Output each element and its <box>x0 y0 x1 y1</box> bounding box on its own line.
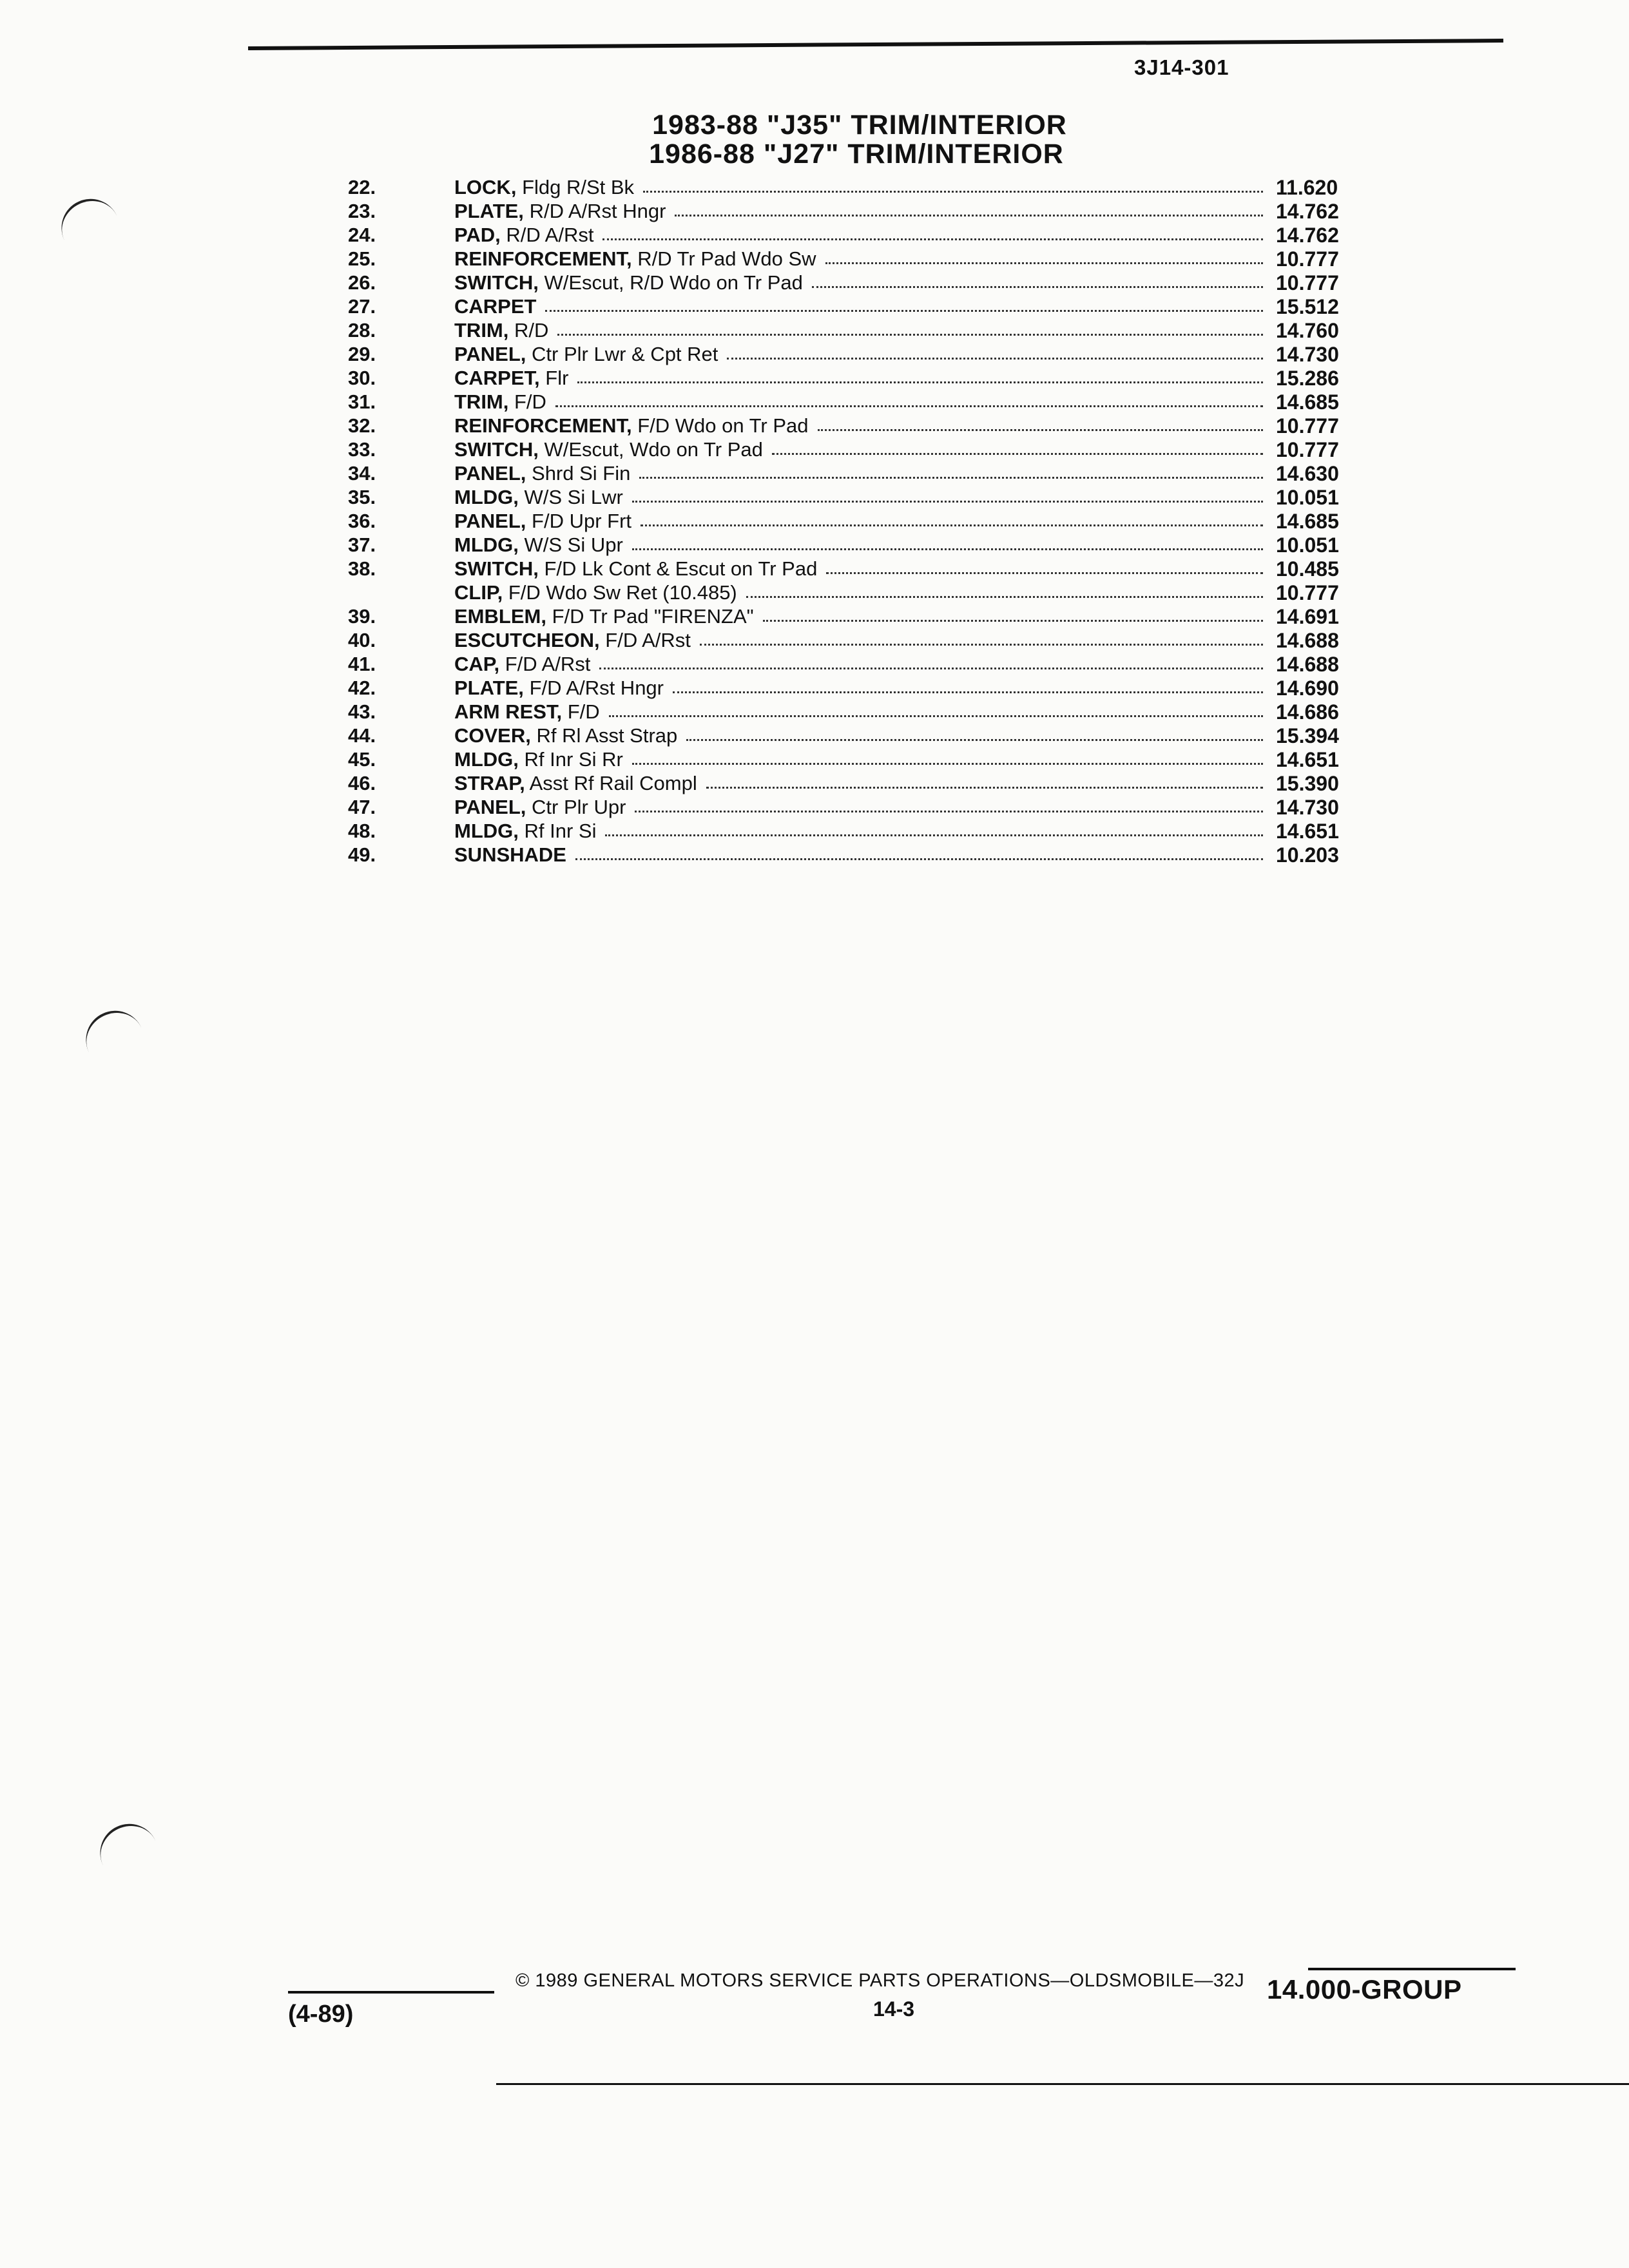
item-name: MLDG, <box>454 533 519 556</box>
item-name: TRIM, <box>454 319 509 341</box>
list-item <box>348 199 1353 224</box>
item-detail: R/D Tr Pad Wdo Sw <box>637 247 816 270</box>
group-code: 14.651 <box>1276 748 1339 771</box>
item-number: 42. <box>348 677 376 699</box>
item-description <box>454 843 566 867</box>
group-code: 14.685 <box>1276 390 1339 414</box>
item-description <box>454 676 664 700</box>
list-item <box>348 461 1353 486</box>
item-number: 28. <box>348 319 376 341</box>
list-item <box>348 819 1353 843</box>
item-description <box>454 771 697 796</box>
dot-leader <box>727 358 1263 360</box>
dot-leader <box>643 191 1263 193</box>
list-item <box>348 724 1353 748</box>
list-item <box>348 247 1353 271</box>
item-number: 31. <box>348 390 376 413</box>
dot-leader <box>673 691 1263 693</box>
group-code: 15.512 <box>1276 295 1339 318</box>
item-description <box>454 414 809 438</box>
item-detail: F/D A/Rst Hngr <box>529 677 664 699</box>
group-code: 10.485 <box>1276 557 1339 581</box>
dot-leader <box>763 620 1263 622</box>
group-code: 10.051 <box>1276 486 1339 509</box>
group-code: 10.777 <box>1276 438 1339 461</box>
footer-rule-left <box>288 1991 494 1994</box>
item-description <box>454 628 691 653</box>
top-rule <box>248 39 1503 50</box>
dot-leader <box>632 501 1263 503</box>
list-item <box>348 557 1353 581</box>
dot-leader <box>602 238 1263 240</box>
list-item <box>348 795 1353 820</box>
group-code: 14.630 <box>1276 462 1339 485</box>
item-description <box>454 461 630 486</box>
item-name: EMBLEM, <box>454 605 546 628</box>
item-number: 34. <box>348 462 376 485</box>
item-detail: Asst Rf Rail Compl <box>529 772 697 794</box>
item-name: COVER, <box>454 724 531 747</box>
item-detail: F/D <box>514 390 546 413</box>
item-number: 41. <box>348 653 376 675</box>
item-description <box>454 747 623 772</box>
item-name: PANEL, <box>454 796 526 818</box>
item-name: SWITCH, <box>454 438 539 461</box>
item-number: 26. <box>348 271 376 294</box>
dot-leader <box>599 668 1263 669</box>
item-detail: F/D Wdo Sw Ret (10.485) <box>508 581 737 604</box>
item-detail: F/D <box>567 700 600 723</box>
dot-leader <box>639 477 1263 479</box>
list-item <box>348 533 1353 557</box>
group-code: 14.691 <box>1276 605 1339 628</box>
item-detail: W/S Si Lwr <box>524 486 623 508</box>
dot-leader <box>577 381 1263 383</box>
group-code: 14.688 <box>1276 629 1339 652</box>
group-code: 10.777 <box>1276 414 1339 437</box>
item-detail: F/D A/Rst <box>605 629 691 651</box>
item-detail: Ctr Plr Lwr & Cpt Ret <box>532 343 718 365</box>
list-item <box>348 175 1353 200</box>
item-name: PANEL, <box>454 343 526 365</box>
item-name: PANEL, <box>454 510 526 532</box>
item-description <box>454 342 718 367</box>
date-code: (4-89) <box>288 2001 354 2028</box>
dot-leader <box>605 834 1263 836</box>
item-description <box>454 533 623 557</box>
item-detail: Rf Rl Asst Strap <box>536 724 678 747</box>
item-number: 30. <box>348 367 376 389</box>
list-item <box>348 485 1353 510</box>
item-description <box>454 795 626 820</box>
binder-hole-mark <box>91 1814 161 1876</box>
list-item <box>348 628 1353 653</box>
item-name: CARPET, <box>454 367 540 389</box>
list-item <box>348 414 1353 438</box>
group-code: 10.777 <box>1276 581 1339 604</box>
item-number: 44. <box>348 724 376 747</box>
dot-leader <box>555 405 1263 407</box>
dot-leader <box>746 596 1263 598</box>
item-number: 46. <box>348 772 376 794</box>
item-description <box>454 175 634 200</box>
dot-leader <box>545 310 1263 312</box>
item-name: PLATE, <box>454 200 524 222</box>
item-name: PAD, <box>454 224 501 246</box>
item-name: MLDG, <box>454 486 519 508</box>
group-code: 15.286 <box>1276 367 1339 390</box>
item-number: 32. <box>348 414 376 437</box>
item-description <box>454 294 536 319</box>
item-number: 35. <box>348 486 376 508</box>
item-name: MLDG, <box>454 820 519 842</box>
page-code: 3J14-301 <box>1134 55 1229 79</box>
item-name: MLDG, <box>454 748 519 771</box>
item-number: 39. <box>348 605 376 628</box>
item-detail: W/Escut, Wdo on Tr Pad <box>544 438 763 461</box>
group-code: 11.620 <box>1276 176 1338 199</box>
list-item <box>348 437 1353 462</box>
item-name: TRIM, <box>454 390 509 413</box>
item-description <box>454 390 546 414</box>
item-description <box>454 509 631 533</box>
list-item <box>348 318 1353 343</box>
item-name: SWITCH, <box>454 557 539 580</box>
item-name: PANEL, <box>454 462 526 485</box>
item-detail: F/D Upr Frt <box>532 510 632 532</box>
group-code: 14.688 <box>1276 653 1339 676</box>
group-code: 14.685 <box>1276 510 1339 533</box>
item-detail: R/D A/Rst Hngr <box>529 200 666 222</box>
dot-leader <box>635 811 1263 812</box>
dot-leader <box>826 572 1263 574</box>
item-description <box>454 247 816 271</box>
item-detail: F/D Tr Pad "FIRENZA" <box>552 605 754 628</box>
group-code: 14.686 <box>1276 700 1339 724</box>
group-code: 14.762 <box>1276 200 1339 223</box>
dot-leader <box>575 858 1263 860</box>
group-code: 15.390 <box>1276 772 1339 795</box>
item-detail: Rf Inr Si Rr <box>524 748 623 771</box>
item-number: 48. <box>348 820 376 842</box>
group-code: 10.051 <box>1276 533 1339 557</box>
item-description <box>454 318 548 343</box>
item-number: 25. <box>348 247 376 270</box>
list-item <box>348 294 1353 319</box>
item-name: PLATE, <box>454 677 524 699</box>
item-number: 47. <box>348 796 376 818</box>
item-number: 29. <box>348 343 376 365</box>
item-name: REINFORCEMENT, <box>454 247 632 270</box>
list-item <box>348 771 1353 796</box>
item-name: CARPET <box>454 295 537 318</box>
group-code: 14.690 <box>1276 677 1339 700</box>
list-item <box>348 342 1353 367</box>
item-detail: R/D A/Rst <box>506 224 594 246</box>
group-code: 14.760 <box>1276 319 1339 342</box>
group-code: 14.730 <box>1276 796 1339 819</box>
item-name: STRAP, <box>454 772 525 794</box>
dot-leader <box>700 644 1263 646</box>
item-description <box>454 700 600 724</box>
item-number: 23. <box>348 200 376 222</box>
dot-leader <box>557 334 1263 336</box>
list-item <box>348 366 1353 390</box>
group-code: 14.651 <box>1276 820 1339 843</box>
copyright-line: © 1989 GENERAL MOTORS SERVICE PARTS OPERATIONS—OLDSMOBILE—32J <box>516 1970 1245 1991</box>
title-line-1: 1983-88 "J35" TRIM/INTERIOR <box>652 110 1067 140</box>
footer-rule-right <box>1308 1968 1516 1970</box>
item-description <box>454 199 666 224</box>
item-name: ARM REST, <box>454 700 563 723</box>
group-number: 14.000-GROUP <box>1267 1974 1462 2004</box>
dot-leader <box>632 763 1263 765</box>
binder-hole-mark <box>77 1001 147 1063</box>
group-code: 14.730 <box>1276 343 1339 366</box>
dot-leader <box>812 286 1263 288</box>
list-item <box>348 223 1353 247</box>
dot-leader <box>706 787 1263 789</box>
bottom-rule <box>496 2083 1629 2085</box>
item-number: 45. <box>348 748 376 771</box>
item-name: SUNSHADE <box>454 843 566 866</box>
item-description <box>454 485 623 510</box>
item-name: SWITCH, <box>454 271 539 294</box>
item-description <box>454 223 593 247</box>
item-detail: Fldg R/St Bk <box>522 176 635 198</box>
dot-leader <box>641 524 1263 526</box>
dot-leader <box>609 715 1263 717</box>
list-item <box>348 700 1353 724</box>
item-detail: Ctr Plr Upr <box>532 796 626 818</box>
group-code: 15.394 <box>1276 724 1339 747</box>
item-number: 49. <box>348 843 376 866</box>
item-detail: R/D <box>514 319 549 341</box>
item-name: REINFORCEMENT, <box>454 414 632 437</box>
item-description <box>454 581 737 605</box>
item-number: 37. <box>348 533 376 556</box>
item-description <box>454 437 763 462</box>
item-detail: F/D Lk Cont & Escut on Tr Pad <box>544 557 818 580</box>
item-description <box>454 271 803 295</box>
dot-leader <box>825 262 1263 264</box>
dot-leader <box>632 548 1263 550</box>
item-name: ESCUTCHEON, <box>454 629 600 651</box>
list-item <box>348 581 1353 605</box>
title-line-2: 1986-88 "J27" TRIM/INTERIOR <box>649 139 1064 169</box>
item-description <box>454 724 677 748</box>
item-number: 22. <box>348 176 376 198</box>
item-detail: W/Escut, R/D Wdo on Tr Pad <box>544 271 803 294</box>
list-item <box>348 747 1353 772</box>
dot-leader <box>686 739 1263 741</box>
item-number: 40. <box>348 629 376 651</box>
item-name: CAP, <box>454 653 500 675</box>
group-code: 10.203 <box>1276 843 1339 867</box>
binder-hole-mark <box>52 189 122 251</box>
item-number: 43. <box>348 700 376 723</box>
item-description <box>454 557 817 581</box>
item-number: 33. <box>348 438 376 461</box>
item-detail: F/D Wdo on Tr Pad <box>637 414 809 437</box>
item-description <box>454 652 590 677</box>
item-description <box>454 366 568 390</box>
list-item <box>348 390 1353 414</box>
list-item <box>348 604 1353 629</box>
dot-leader <box>818 429 1263 431</box>
item-detail: Flr <box>545 367 569 389</box>
item-name: CLIP, <box>454 581 503 604</box>
group-code: 10.777 <box>1276 271 1339 294</box>
item-number: 38. <box>348 557 376 580</box>
item-detail: Rf Inr Si <box>524 820 597 842</box>
item-number: 36. <box>348 510 376 532</box>
item-number: 27. <box>348 295 376 318</box>
item-description <box>454 604 754 629</box>
dot-leader <box>675 215 1263 216</box>
group-code: 10.777 <box>1276 247 1339 271</box>
list-item <box>348 652 1353 677</box>
page-number: 14-3 <box>873 1997 915 2021</box>
item-detail: Shrd Si Fin <box>532 462 631 485</box>
item-description <box>454 819 596 843</box>
list-item <box>348 271 1353 295</box>
list-item <box>348 676 1353 700</box>
group-code: 14.762 <box>1276 224 1339 247</box>
item-detail: F/D A/Rst <box>505 653 591 675</box>
list-item <box>348 843 1353 867</box>
item-number: 24. <box>348 224 376 246</box>
item-detail: W/S Si Upr <box>524 533 623 556</box>
item-name: LOCK, <box>454 176 517 198</box>
list-item <box>348 509 1353 533</box>
dot-leader <box>772 453 1263 455</box>
